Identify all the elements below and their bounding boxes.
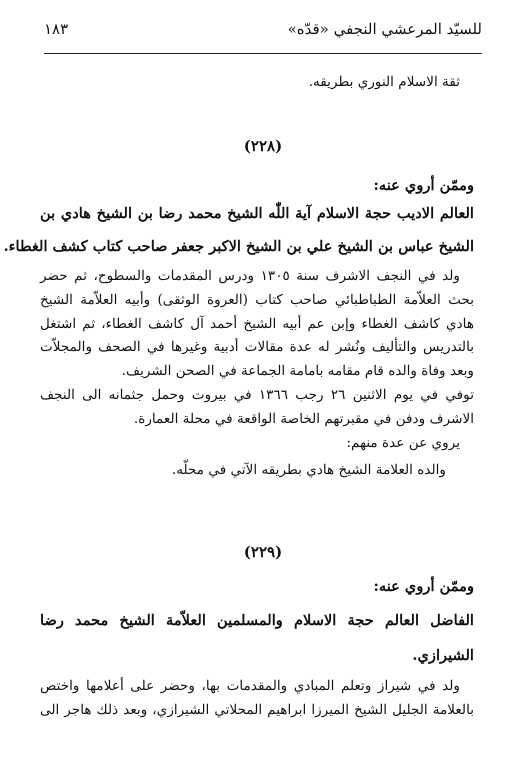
body-line: توفي في يوم الاثنين ٢٦ رجب ١٣٦٦ في بيروت وحمل جثمانه الى النجف xyxy=(40,387,474,403)
body-line: الاشرف ودفن في مقبرتهم الخاصة الواقعة في محلة العمارة. xyxy=(133,411,474,427)
body-line: بحث العلاّمة الطباطبائي صاحب كتاب (العروة الوثقى) وأبيه العلاّمة الشيخ xyxy=(40,292,474,308)
body-line: وبعد وفاة والده قام مقامه بامامة الجماعة في الصحن الشريف. xyxy=(121,363,474,379)
body-line: والده العلامة الشيخ هادي بطريقه الآتي في محلّه. xyxy=(171,462,446,478)
scholar-name-line: الشيخ عباس بن الشيخ علي بن الشيخ الاكبر جعفر صاحب كتاب كشف الغطاء. xyxy=(3,238,474,255)
entry-intro: وممّن أروي عنه: xyxy=(373,177,474,194)
running-title: للسيّد المرعشي النجفي «قدّه» xyxy=(287,20,482,38)
scholar-name-line: الشيرازي. xyxy=(412,647,474,664)
scholar-name-line: العالم الاديب حجة الاسلام آية اللّٰه الشيخ محمد رضا بن الشيخ هادي بن xyxy=(40,205,474,222)
text-line: ثقة الاسلام النوري بطريقه. xyxy=(308,74,460,90)
running-header xyxy=(44,18,482,44)
body-line: ولد في شيراز وتعلم المبادي والمقدمات بها، وحضر على أعلامها واختص xyxy=(40,678,460,694)
body-line: ولد في النجف الاشرف سنة ١٣٠٥ ودرس المقدمات والسطوح، ثم حضر xyxy=(40,268,460,284)
scholar-name-line: الفاضل العالم حجة الاسلام والمسلمين العلاّمة الشيخ محمد رضا xyxy=(40,612,474,629)
header-rule xyxy=(44,53,482,54)
entry-intro: وممّن أروي عنه: xyxy=(373,578,474,595)
entry-number-229: (٢٢٩) xyxy=(243,543,283,561)
page-number: ١٨٣ xyxy=(44,20,69,38)
entry-number-228: (٢٢٨) xyxy=(243,137,283,155)
body-line: هادي كاشف الغطاء وإبن عم أبيه الشيخ أحمد آل كاشف الغطاء، ثم اشتغل xyxy=(40,316,474,332)
body-line: بالتدريس والتأليف ونُشر له عدة مقالات أدبية وغيرها في الصحف والمجلاّت xyxy=(40,339,474,355)
body-line: يروي عن عدة منهم: xyxy=(346,435,460,451)
body-line: بالعلامة الجليل الشيخ الميرزا ابراهيم المحلاتي الشيرازي، وبعد ذلك هاجر الى xyxy=(40,702,474,718)
